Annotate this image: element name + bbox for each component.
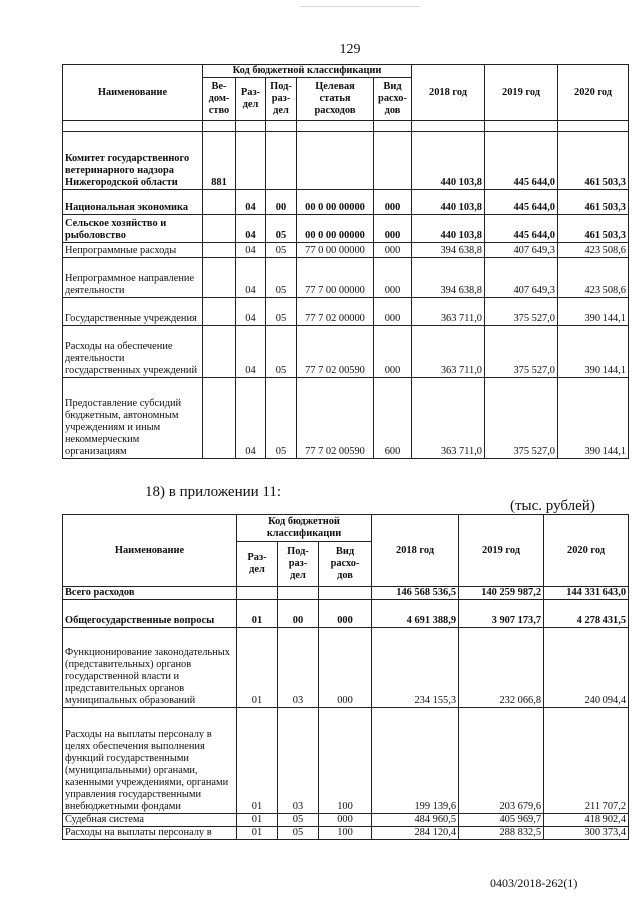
row-subsection: 03	[278, 708, 319, 814]
table-row	[63, 708, 629, 814]
row-2019: 288 832,5	[459, 827, 544, 840]
row-2018: 394 638,8	[412, 258, 485, 298]
row-name: Общегосударственные вопросы	[63, 600, 237, 628]
header-target-article: Целевая статья расходов	[297, 78, 374, 121]
row-section: 04	[236, 258, 266, 298]
row-2018: 363 711,0	[412, 298, 485, 326]
row-2018: 440 103,8	[412, 215, 485, 243]
row-name: Судебная система	[63, 814, 237, 827]
table-row	[63, 628, 629, 708]
row-2018: 484 960,5	[372, 814, 459, 827]
row-2019: 445 644,0	[485, 132, 558, 190]
table-row	[63, 298, 629, 326]
row-name: Национальная экономика	[63, 190, 203, 215]
row-expense-type: 000	[374, 243, 412, 258]
row-section: 04	[236, 378, 266, 459]
row-section: 04	[236, 215, 266, 243]
row-subsection: 00	[278, 600, 319, 628]
row-2018: 146 568 536,5	[372, 587, 459, 600]
row-department	[203, 258, 236, 298]
header-2020: 2020 год	[544, 515, 629, 587]
row-name: Расходы на выплаты персоналу в	[63, 827, 237, 840]
row-2020: 390 144,1	[558, 298, 629, 326]
header-section: Раз- дел	[236, 78, 266, 121]
row-2020: 390 144,1	[558, 378, 629, 459]
row-department	[203, 298, 236, 326]
row-expense-type: 000	[319, 628, 372, 708]
row-expense-type: 100	[319, 708, 372, 814]
row-expense-type: 000	[319, 814, 372, 827]
table-row	[63, 190, 629, 215]
row-name: Государственные учреждения	[63, 298, 203, 326]
row-2020: 211 707,2	[544, 708, 629, 814]
row-name: Расходы на выплаты персоналу в целях обеспечения выполнения функций государственными (муниципальными) органами, казенными учреждениями, органами управления государственными внебюджетными фондами	[63, 708, 237, 814]
row-department	[203, 243, 236, 258]
row-department	[203, 378, 236, 459]
row-target-article: 00 0 00 00000	[297, 190, 374, 215]
row-2019: 140 259 987,2	[459, 587, 544, 600]
page-number: 129	[339, 42, 361, 57]
table-row	[63, 587, 629, 600]
row-2020: 300 373,4	[544, 827, 629, 840]
row-2019: 407 649,3	[485, 243, 558, 258]
row-2019: 445 644,0	[485, 190, 558, 215]
row-2019: 375 527,0	[485, 298, 558, 326]
row-expense-type: 000	[374, 215, 412, 243]
row-department	[203, 190, 236, 215]
header-section: Раз- дел	[237, 542, 278, 587]
row-2019: 375 527,0	[485, 378, 558, 459]
row-subsection: 05	[266, 215, 297, 243]
row-subsection: 00	[266, 190, 297, 215]
row-2018: 394 638,8	[412, 243, 485, 258]
row-2020: 461 503,3	[558, 132, 629, 190]
row-name: Расходы на обеспечение деятельности государственных учреждений	[63, 326, 203, 378]
row-subsection: 05	[278, 827, 319, 840]
row-2019: 405 969,7	[459, 814, 544, 827]
row-subsection: 05	[266, 243, 297, 258]
row-target-article: 77 7 02 00590	[297, 326, 374, 378]
row-subsection: 05	[266, 326, 297, 378]
row-subsection	[266, 132, 297, 190]
header-2019: 2019 год	[485, 65, 558, 121]
row-2018: 4 691 388,9	[372, 600, 459, 628]
table-row	[63, 378, 629, 459]
row-subsection: 05	[266, 298, 297, 326]
row-expense-type: 000	[374, 258, 412, 298]
row-2020: 423 508,6	[558, 258, 629, 298]
budget-table-2	[62, 514, 629, 840]
row-subsection: 05	[266, 258, 297, 298]
row-department	[203, 215, 236, 243]
row-2020: 144 331 643,0	[544, 587, 629, 600]
row-target-article: 77 7 02 00000	[297, 298, 374, 326]
row-2019: 232 066,8	[459, 628, 544, 708]
row-section: 01	[237, 827, 278, 840]
row-department: 881	[203, 132, 236, 190]
row-2018: 440 103,8	[412, 132, 485, 190]
row-expense-type: 000	[374, 190, 412, 215]
row-target-article: 77 7 00 00000	[297, 258, 374, 298]
row-expense-type	[319, 587, 372, 600]
row-expense-type: 000	[374, 298, 412, 326]
row-target-article: 77 0 00 00000	[297, 243, 374, 258]
row-2018: 440 103,8	[412, 190, 485, 215]
row-name: Непрограммные расходы	[63, 243, 203, 258]
row-2020: 461 503,3	[558, 190, 629, 215]
row-section: 04	[236, 243, 266, 258]
row-expense-type	[374, 132, 412, 190]
row-2018: 234 155,3	[372, 628, 459, 708]
row-2019: 407 649,3	[485, 258, 558, 298]
row-expense-type: 000	[319, 600, 372, 628]
header-expense-type: Вид расхо- дов	[319, 542, 372, 587]
header-classification-code: Код бюджетной классификации	[203, 65, 412, 78]
document-code: 0403/2018-262(1)	[490, 876, 578, 890]
header-2020: 2020 год	[558, 65, 629, 121]
table-row	[63, 326, 629, 378]
row-name: Сельское хозяйство и рыболовство	[63, 215, 203, 243]
row-name: Непрограммное направление деятельности	[63, 258, 203, 298]
row-expense-type: 600	[374, 378, 412, 459]
header-name: Наименование	[63, 65, 203, 121]
header-2018: 2018 год	[412, 65, 485, 121]
row-section: 04	[236, 326, 266, 378]
header-2019: 2019 год	[459, 515, 544, 587]
row-2018: 363 711,0	[412, 326, 485, 378]
row-name: Всего расходов	[63, 587, 237, 600]
row-2018: 363 711,0	[412, 378, 485, 459]
budget-table-1	[62, 64, 629, 459]
row-target-article	[297, 132, 374, 190]
table-row	[63, 827, 629, 840]
row-subsection: 03	[278, 628, 319, 708]
row-2019: 445 644,0	[485, 215, 558, 243]
appendix-caption: 18) в приложении 11:	[145, 484, 282, 500]
row-2019: 3 907 173,7	[459, 600, 544, 628]
table-row	[63, 132, 629, 190]
row-subsection: 05	[278, 814, 319, 827]
row-2020: 390 144,1	[558, 326, 629, 378]
row-2020: 418 902,4	[544, 814, 629, 827]
row-section: 01	[237, 600, 278, 628]
row-2019: 203 679,6	[459, 708, 544, 814]
row-section	[236, 132, 266, 190]
header-expense-type: Вид расхо- дов	[374, 78, 412, 121]
header-subsection: Под- раз- дел	[278, 542, 319, 587]
row-subsection	[278, 587, 319, 600]
header-subsection: Под- раз- дел	[266, 78, 297, 121]
row-subsection: 05	[266, 378, 297, 459]
row-target-article: 00 0 00 00000	[297, 215, 374, 243]
table-row	[63, 600, 629, 628]
row-name: Предоставление субсидий бюджетным, автономным учреждениям и иным некоммерческим организациям	[63, 378, 203, 459]
row-section: 01	[237, 814, 278, 827]
row-name: Функционирование законодательных (представительных) органов государственной власти и представительных органов муниципальных образований	[63, 628, 237, 708]
row-section: 04	[236, 190, 266, 215]
row-2020: 4 278 431,5	[544, 600, 629, 628]
row-section: 01	[237, 628, 278, 708]
header-name: Наименование	[63, 515, 237, 587]
header-classification-code: Код бюджетной классификации	[237, 515, 372, 542]
table-row	[63, 243, 629, 258]
row-section: 01	[237, 708, 278, 814]
row-target-article: 77 7 02 00590	[297, 378, 374, 459]
row-2020: 240 094,4	[544, 628, 629, 708]
row-2018: 199 139,6	[372, 708, 459, 814]
row-department	[203, 326, 236, 378]
row-2018: 284 120,4	[372, 827, 459, 840]
units-note: (тыс. рублей)	[510, 498, 595, 514]
row-2020: 461 503,3	[558, 215, 629, 243]
table-row	[63, 814, 629, 827]
header-2018: 2018 год	[372, 515, 459, 587]
table-row	[63, 258, 629, 298]
row-2020: 423 508,6	[558, 243, 629, 258]
row-expense-type: 000	[374, 326, 412, 378]
row-name: Комитет государственного ветеринарного надзора Нижегородской области	[63, 132, 203, 190]
scan-artifact-line	[300, 6, 420, 7]
table-row	[63, 215, 629, 243]
header-department: Ве- дом- ство	[203, 78, 236, 121]
row-section: 04	[236, 298, 266, 326]
row-expense-type: 100	[319, 827, 372, 840]
row-2019: 375 527,0	[485, 326, 558, 378]
row-section	[237, 587, 278, 600]
